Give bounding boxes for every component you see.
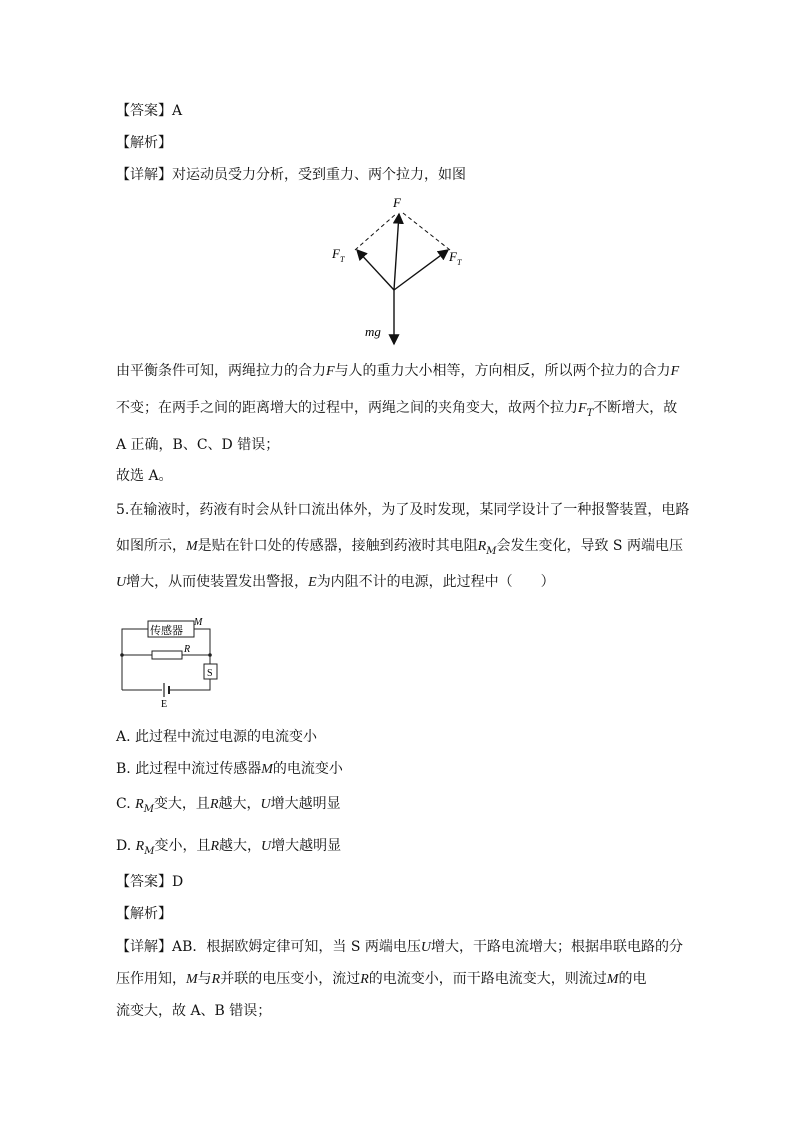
option-a: A. 此过程中流过电源的电流变小 <box>116 729 318 745</box>
label-E: E <box>161 699 168 710</box>
wire-top <box>122 629 148 655</box>
label-FT-left: $F_T$ <box>332 246 345 264</box>
junction-right <box>208 653 212 657</box>
option-d: D. $R_M$变小，且R越大，U增大越明显 <box>116 838 342 857</box>
option-b: B. 此过程中流过传感器M的电流变小 <box>116 761 343 777</box>
detail-line-2a: 【详解】AB．根据欧姆定律可知，当 S 两端电压U增大，干路电流增大；根据串联电路的分 <box>116 939 684 955</box>
wire-top-right <box>194 629 210 664</box>
para-line-4: 故选 A。 <box>116 468 173 484</box>
q5-line-1: 5.在输液时，药液有时会从针口流出体外，为了及时发现，某同学设计了一种报警装置，电路 <box>116 502 690 518</box>
q5-line-3: U增大，从而使装置发出警报，E为内阻不计的电源，此过程中（ ） <box>116 574 555 590</box>
detail-line-2c: 流变大，故 A、B 错误； <box>116 1003 272 1019</box>
circuit-diagram <box>114 612 224 710</box>
tension-right-arrow <box>394 250 448 290</box>
tension-left-arrow <box>357 250 394 290</box>
label-mg: mg <box>365 324 381 339</box>
wire-bottom-right <box>170 679 210 690</box>
dashed-parallelogram-left <box>355 213 397 250</box>
para-line-3: A 正确，B、C、D 错误； <box>116 437 280 453</box>
answer-line-1 <box>116 101 182 121</box>
answer-tag: 【答案】 <box>116 103 172 119</box>
label-S: S <box>207 668 213 679</box>
detail-line-2b: 压作用知，M与R并联的电压变小，流过R的电流变小，而干路电流变大，则流过M的电 <box>116 971 647 987</box>
detail-line-1 <box>116 165 466 185</box>
resultant-F-arrow <box>394 214 399 290</box>
option-c: C. $R_M$变大，且R越大，U增大越明显 <box>116 796 341 815</box>
junction-left <box>120 653 124 657</box>
analysis-tag-2: 【解析】 <box>116 906 172 922</box>
resistor-R <box>152 651 182 659</box>
sensor-label: 传感器 <box>150 625 183 637</box>
answer-value: A <box>172 103 183 119</box>
answer-value-2: D <box>172 874 184 890</box>
label-FT-right: $F_T$ <box>449 249 462 267</box>
label-F: F <box>393 195 401 210</box>
force-diagram <box>325 188 475 348</box>
detail-text: 对运动员受力分析，受到重力、两个拉力，如图 <box>172 167 466 183</box>
q5-line-2: 如图所示，M是贴在针口处的传感器，接触到药液时其电阻$R_M$会发生变化，导致 S 两端电压 <box>116 538 683 557</box>
label-R: R <box>184 644 191 655</box>
answer-line-2: 【答案】D <box>116 874 184 890</box>
dashed-parallelogram-right <box>403 213 450 250</box>
label-M: M <box>194 617 203 628</box>
para-line-1: 由平衡条件可知，两绳拉力的合力F与人的重力大小相等，方向相反，所以两个拉力的合力F <box>116 363 680 379</box>
para-line-2: 不变；在两手之间的距离增大的过程中，两绳之间的夹角变大，故两个拉力$F_T$不断增大，故 <box>116 400 678 419</box>
analysis-tag: 【解析】 <box>116 135 172 151</box>
detail-tag: 【详解】 <box>116 167 172 183</box>
